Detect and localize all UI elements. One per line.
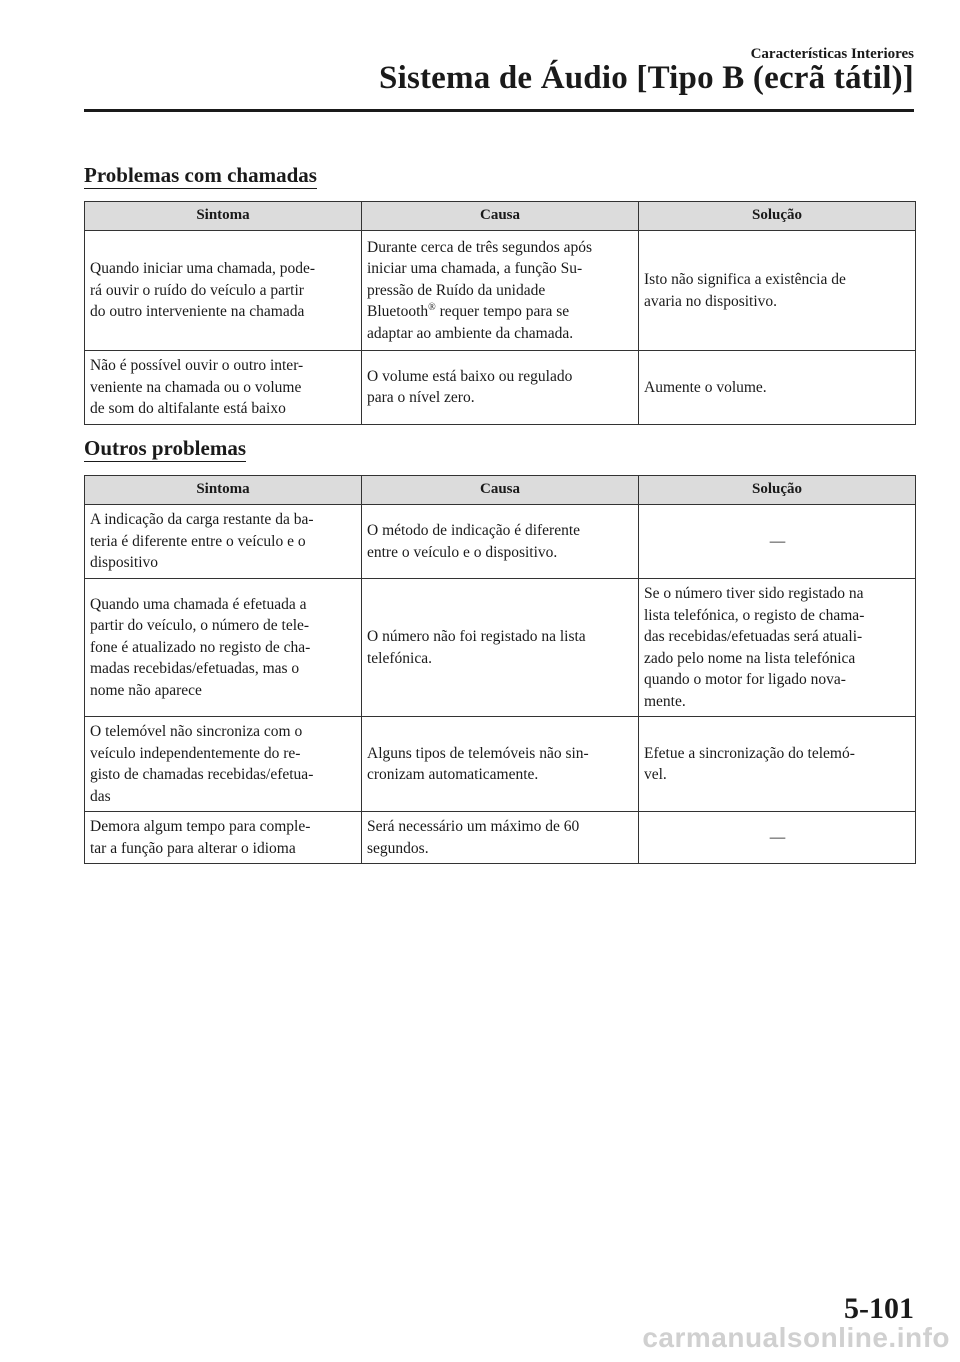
page-number: 5-101 (844, 1292, 914, 1325)
calls-problems-heading: Problemas com chamadas (84, 164, 317, 189)
symptom-cell: O telemóvel não sincroniza com o veículo independentemente do re- gisto de chamadas recebidas/efetua- das (85, 717, 362, 812)
table-row (85, 231, 916, 351)
table-header-row (85, 202, 916, 231)
symptom-cell: Quando uma chamada é efetuada a partir do veículo, o número de tele- fone é atualizado no registo de cha- madas recebidas/efetuadas, mas o nome não aparece (85, 579, 362, 717)
symptom-cell: A indicação da carga restante da ba- teria é diferente entre o veículo e o dispositivo (85, 505, 362, 579)
symptom-cell: Quando iniciar uma chamada, pode- rá ouvir o ruído do veículo a partir do outro interveniente na chamada (85, 231, 362, 351)
table-header-row (85, 476, 916, 505)
solution-cell: Aumente o volume. (639, 351, 916, 425)
table-row (85, 717, 916, 812)
symptom-cell: Não é possível ouvir o outro inter- veniente na chamada ou o volume de som do altifalante está baixo (85, 351, 362, 425)
other-problems-table (84, 475, 916, 864)
solution-cell: — (639, 812, 916, 864)
solution-cell: — (639, 505, 916, 579)
header-divider (84, 109, 914, 112)
symptom-cell: Demora algum tempo para comple- tar a função para alterar o idioma (85, 812, 362, 864)
cause-cell: O volume está baixo ou regulado para o nível zero. (362, 351, 639, 425)
column-header-cause: Causa (362, 202, 639, 231)
cause-cell: O método de indicação é diferente entre o veículo e o dispositivo. (362, 505, 639, 579)
cause-cell: Alguns tipos de telemóveis não sin- cronizam automaticamente. (362, 717, 639, 812)
cause-cell: Será necessário um máximo de 60 segundos. (362, 812, 639, 864)
cause-text-continued: requer tempo para se adaptar ao ambiente da chamada. (367, 303, 574, 342)
column-header-symptom: Sintoma (85, 202, 362, 231)
column-header-solution: Solução (639, 476, 916, 505)
column-header-cause: Causa (362, 476, 639, 505)
table-row (85, 579, 916, 717)
table-row (85, 812, 916, 864)
cause-cell (362, 231, 639, 351)
solution-cell: Efetue a sincronização do telemó- vel. (639, 717, 916, 812)
watermark: carmanualsonline.info (642, 1322, 950, 1353)
column-header-solution: Solução (639, 202, 916, 231)
registered-mark: ® (428, 302, 436, 314)
column-header-symptom: Sintoma (85, 476, 362, 505)
other-problems-heading: Outros problemas (84, 437, 246, 462)
calls-problems-table (84, 201, 916, 425)
cause-cell: O número não foi registado na lista telefónica. (362, 579, 639, 717)
table-row (85, 351, 916, 425)
section-category: Características Interiores (750, 46, 914, 62)
table-row (85, 505, 916, 579)
page-title: Sistema de Áudio [Tipo B (ecrã tátil)] (379, 60, 914, 96)
cause-text: Durante cerca de três segundos após iniciar uma chamada, a função Su- pressão de Ruído da unidade Bluetooth (367, 238, 593, 321)
solution-cell: Isto não significa a existência de avaria no dispositivo. (639, 231, 916, 351)
solution-cell: Se o número tiver sido registado na lista telefónica, o registo de chama- das recebidas/efetuadas será atuali- zado pelo nome na lista telefónica quando o motor for ligado nova- mente. (639, 579, 916, 717)
